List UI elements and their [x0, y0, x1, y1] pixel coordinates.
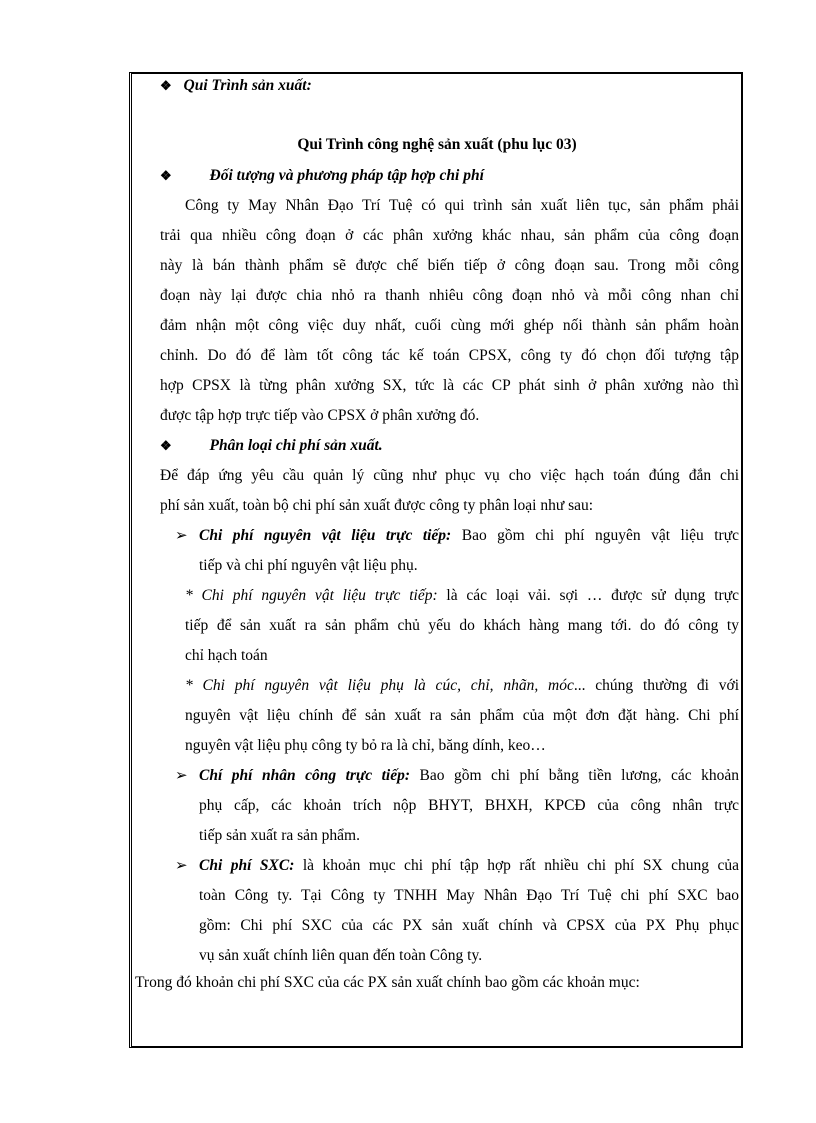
sub1-line1	[185, 581, 739, 611]
item3-text: là khoản mục chi phí tập hợp rất nhiều chi phí SX chung của	[294, 857, 739, 874]
para1-line: trải qua nhiều công đoạn ở các phân xưởng khác nhau, sản phẩm của công đoạn	[160, 227, 739, 244]
para1-line: Công ty May Nhân Đạo Trí Tuệ có qui trình sản xuất liên tục, sản phẩm phải	[185, 197, 739, 214]
para1-line: đảm nhận một công việc duy nhất, cuối cùng mới ghép nối thành sản phẩm hoàn	[160, 317, 739, 334]
item1-line1	[199, 521, 739, 551]
item2-text: Bao gồm chi phí bằng tiền lương, các khoản	[410, 767, 739, 784]
sub1-line3: chỉ hạch toán	[185, 647, 268, 664]
sub2-line1	[185, 671, 739, 701]
item2-line2: phụ cấp, các khoản trích nộp BHYT, BHXH, KPCĐ của công nhân trực	[199, 797, 739, 814]
para1-line: chỉnh. Do đó để làm tốt công tác kế toán CPSX, công ty đó chọn đối tượng tập	[160, 347, 739, 364]
heading-doi-tuong	[160, 161, 484, 191]
para2-line: phí sản xuất, toàn bộ chi phí sản xuất được công ty phân loại như sau:	[160, 497, 594, 514]
para2-line: Để đáp ứng yêu cầu quản lý cũng như phục vụ cho việc hạch toán đúng đắn chi	[160, 467, 739, 484]
sub2-line3: nguyên vật liệu phụ công ty bỏ ra là chỉ, băng dính, keo…	[185, 737, 546, 754]
para1-line: đoạn này lại được chia nhỏ ra thanh nhiêu công đoạn nhỏ và mỗi công nhan chỉ	[160, 287, 739, 304]
final-line: Trong đó khoản chi phí SXC của các PX sản xuất chính bao gồm các khoản mục:	[135, 974, 640, 991]
diamond-bullet-icon: ❖	[160, 78, 172, 93]
item1-text: Bao gồm chi phí nguyên vật liệu trực	[451, 527, 739, 544]
item2-line1	[199, 761, 739, 791]
sub2-label: * Chi phí nguyên vật liệu phụ là cúc, chỉ, nhãn, móc	[185, 677, 574, 694]
sub2-text: ... chúng thường đi với	[573, 677, 739, 694]
item2-line3: tiếp sản xuất ra sản phẩm.	[199, 827, 360, 844]
sub1-line2: tiếp để sản xuất ra sản phẩm chủ yếu do khách hàng mang tới. do đó công ty	[185, 617, 739, 634]
sub2-line2: nguyên vật liệu chính để sản xuất ra sản phẩm của một đơn đặt hàng. Chi phí	[185, 707, 739, 724]
para1-line: này là bán thành phẩm sẽ được chế biến tiếp ở công đoạn sau. Trong mỗi công	[160, 257, 739, 274]
para1-line: được tập hợp trực tiếp vào CPSX ở phân xưởng đó.	[160, 407, 480, 424]
diamond-bullet-icon: ❖	[160, 168, 172, 183]
sub1-label: * Chi phí nguyên vật liệu trực tiếp:	[185, 587, 438, 604]
heading-phan-loai-text: Phân loại chi phí sản xuất.	[209, 437, 383, 454]
item3-line2: toàn Công ty. Tại Công ty TNHH May Nhân Đạo Trí Tuệ chi phí SXC bao	[199, 887, 739, 904]
item3-line3: gồm: Chi phí SXC của các PX sản xuất chính và CPSX của PX Phụ phục	[199, 917, 739, 934]
arrow-bullet-icon: ➢	[175, 858, 188, 874]
heading-phan-loai	[160, 431, 383, 461]
item3-line1	[199, 851, 739, 881]
item1-line2: tiếp và chi phí nguyên vật liệu phụ.	[199, 557, 418, 574]
arrow-bullet-icon: ➢	[175, 768, 188, 784]
heading-doi-tuong-text: Đối tượng và phương pháp tập hợp chi phí	[209, 167, 484, 184]
heading-qui-trinh-text: Qui Trình sản xuất:	[183, 77, 312, 94]
item3-line4: vụ sản xuất chính liên quan đến toàn Công ty.	[199, 947, 483, 964]
sub1-text: là các loại vải. sợi … được sử dụng trực	[437, 587, 739, 604]
item1-label: Chi phí nguyên vật liệu trực tiếp:	[199, 527, 452, 544]
center-title: Qui Trình công nghệ sản xuất (phu lục 03)	[297, 136, 577, 153]
arrow-bullet-icon: ➢	[175, 528, 188, 544]
item3-label: Chi phí SXC:	[199, 857, 295, 874]
item2-label: Chí phí nhân công trực tiếp:	[199, 767, 410, 784]
diamond-bullet-icon: ❖	[160, 438, 172, 453]
para1-line: hợp CPSX là từng phân xưởng SX, tức là các CP phát sinh ở phân xưởng nào thì	[160, 377, 739, 394]
heading-qui-trinh	[160, 71, 312, 101]
